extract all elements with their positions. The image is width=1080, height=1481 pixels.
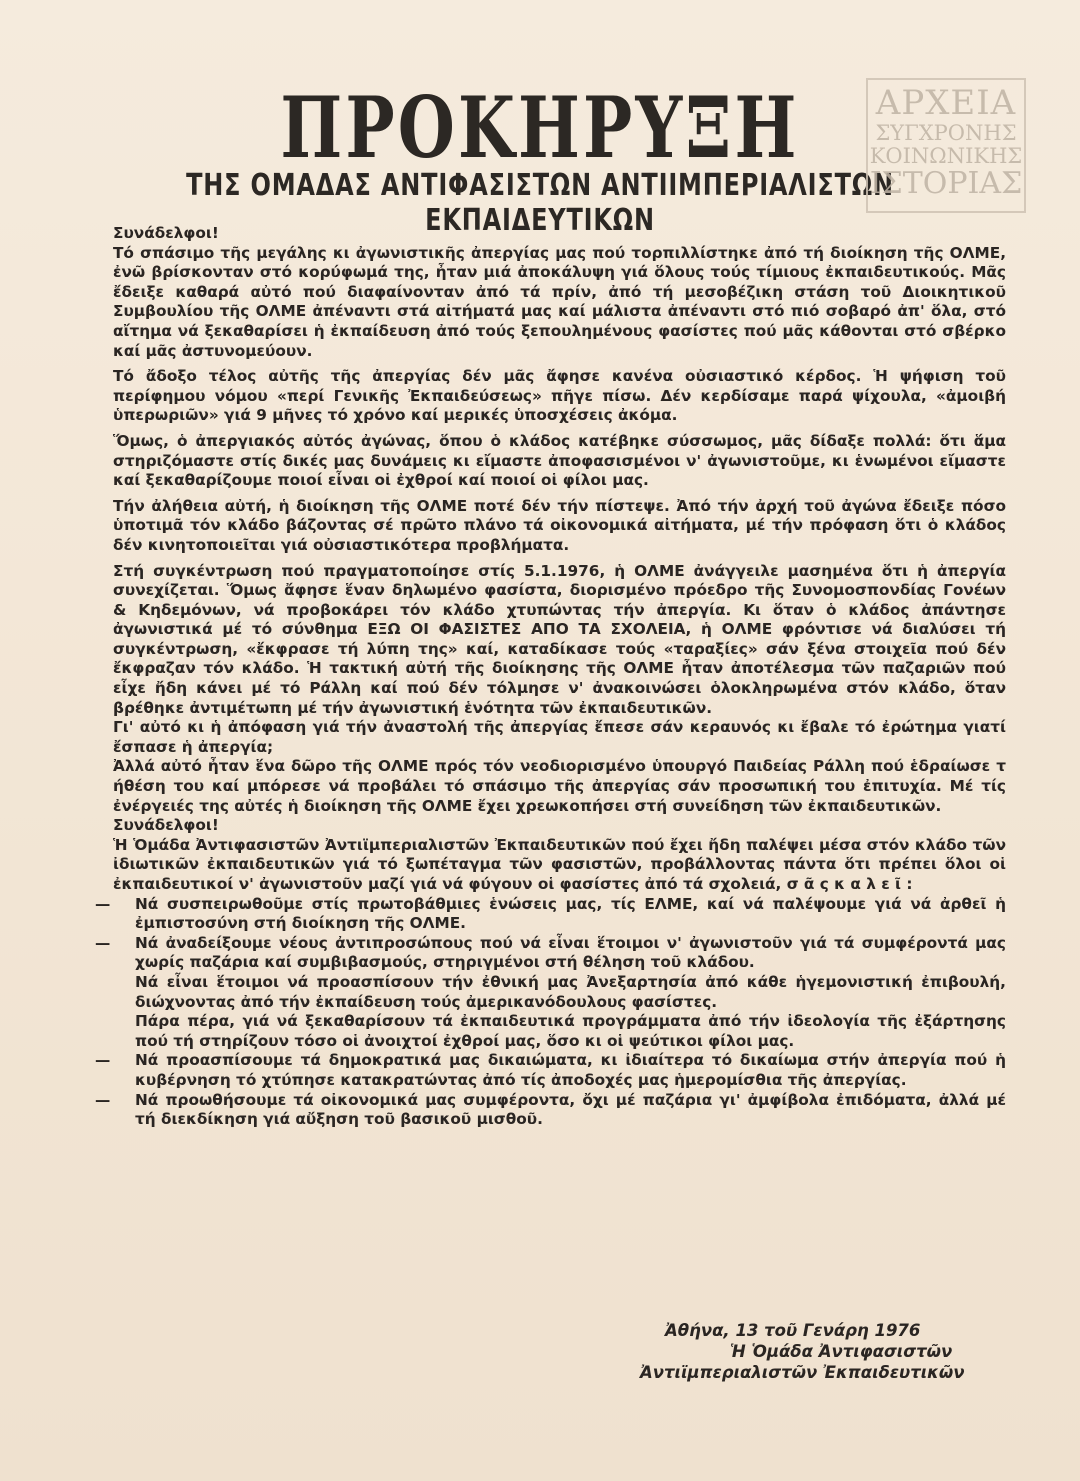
- demand-text-1: Νά συσπειρωθοῦμε στίς πρωτοβάθμιες ἑνώσεις μας, τίς ΕΛΜΕ, καί νά παλέψουμε γιά νά ἀρθεῖ ἡ ἐμπιστοσύνη στή διοίκηση τῆς ΟΛΜΕ.: [135, 894, 1006, 933]
- dash-icon: —: [95, 933, 111, 952]
- signature-date: Ἀθήνα, 13 τοῦ Γενάρη 1976: [665, 1321, 921, 1340]
- demand-item-4: [95, 1090, 1006, 1130]
- paragraph-2: Τό ἄδοξο τέλος αὐτῆς τῆς ἀπεργίας δέν μᾶς ἄφησε κανένα οὐσιαστικό κέρδος. Ἡ ψήφιση τοῦ περίφημου νόμου «περί Γενικῆς Ἐκπαιδεύσεως» πῆγε πίσω. Δέν κερδίσαμε παρά ψίχουλα, «ἀμοιβή ὑπερωριῶν» γιά 9 μῆνες τό χρόνο καί μερικές ὑποσχέσεις ἀκόμα.: [113, 367, 1006, 425]
- demand-item-2-sub-1: Νά εἶναι ἕτοιμοι νά προασπίσουν τήν ἐθνική μας Ἀνεξαρτησία ἀπό κάθε ἡγεμονιστική ἐπιβουλή, διώχνοντας ἀπό τήν ἐκπαίδευση τούς ἀμερικανόδουλους φασίστες.: [135, 972, 1006, 1011]
- demand-text-2: Νά ἀναδείξουμε νέους ἀντιπροσώπους πού νά εἶναι ἕτοιμοι ν' ἀγωνιστοῦν γιά τά συμφέροντά μας χωρίς παζάρια καί συμβιβασμούς, στηριγμένοι στή θέληση τοῦ κλάδου.: [135, 933, 1006, 972]
- paragraph-1: Τό σπάσιμο τῆς μεγάλης κι ἀγωνιστικῆς ἀπεργίας μας πού τορπιλλίστηκε ἀπό τή διοίκηση τῆς ΟΛΜΕ, ἐνῶ βρίσκονταν στό κορύφωμά της, ἦταν μιά ἀποκάλυψη γιά ὅλους τούς τίμιους ἐκπαιδευτικούς. Μᾶς ἔδειξε καθαρά αὐτό πού διαφαίνονταν ἀπό τά πρίν, ἀπό τή μεσοβέζικη στάση τοῦ Διοικητικοῦ Συμβουλίου τῆς ΟΛΜΕ ἀπέναντι στά αἰτήματά μας καί μάλιστα ἀπέναντι στό πιό σοβαρό ἀπ' ὅλα, στό αἴτημα νά ξεκαθαρίσει ἡ ἐκπαίδευση ἀπό τούς ξεπουλημένους φασίστες πού μᾶς κάθονται στό σβέρκο καί μᾶς ἀστυνομεύουν.: [113, 243, 1006, 360]
- paragraph-8: Ἡ Ὁμάδα Ἀντιφασιστῶν Ἀντιϊμπεριαλιστῶν Ἐκπαιδευτικῶν πού ἔχει ἤδη παλέψει μέσα στόν κλάδο τῶν ἰδιωτικῶν ἐκπαιδευτικῶν γιά τό ξωπέταγμα τῶν φασιστῶν, προβάλλοντας πάντα ὅτι πρέπει ὅλοι οἱ ἐκπαιδευτικοί ν' ἀγωνιστοῦν μαζί γιά νά φύγουν οἱ φασίστες ἀπό τά σχολειά, σ ᾶ ς κ α λ ε ῖ :: [113, 835, 1006, 893]
- demand-text-4: Νά προωθήσουμε τά οἰκονομικά μας συμφέροντα, ὄχι μέ παζάρια γι' ἀμφίβολα ἐπιδόματα, ἀλλά μέ τή διεκδίκηση γιά αὔξηση τοῦ βασικοῦ μισθοῦ.: [135, 1090, 1006, 1129]
- stamp-line-2: ΣΥΓΧΡΟΝΗΣ: [875, 121, 1017, 145]
- dash-icon: —: [95, 894, 111, 913]
- archive-stamp: [866, 78, 1026, 213]
- dash-icon: —: [95, 1051, 111, 1070]
- paragraph-7: Ἀλλά αὐτό ἦταν ἕνα δῶρο τῆς ΟΛΜΕ πρός τόν νεοδιορισμένο ὑπουργό Παιδείας Ράλλη πού ἑδραίωσε τ ήθέση του καί μπόρεσε νά προβάλει τό σπάσιμο τῆς ἀπεργίας σάν προσωπική του ἐπιτυχία. Μέ τίς ἐνέργειές της αὐτές ἡ διοίκηση τῆς ΟΛΜΕ ἔχει χρεωκοπήσει στή συνείδηση τῶν ἐκπαιδευτικῶν.: [113, 757, 1006, 815]
- paragraph-4: Τήν ἀλήθεια αὐτή, ἡ διοίκηση τῆς ΟΛΜΕ ποτέ δέν τήν πίστεψε. Ἀπό τήν ἀρχή τοῦ ἀγώνα ἔδειξε πόσο ὑποτιμᾶ τόν κλάδο βάζοντας σέ πρῶτο πλάνο τά οἰκονομικά αἰτήματα, μέ τήν πρόφαση ὅτι ὁ κλάδος δέν κινητοποιεῖται γιά οὐσιαστικότερα προβλήματα.: [113, 496, 1006, 554]
- page-title: ΠΡΟΚΗΡΥΞΗ: [280, 78, 800, 177]
- proclamation-body: [95, 224, 1006, 1130]
- salutation-2: Συνάδελφοι!: [113, 816, 219, 835]
- signature-line-2: Ἡ Ὁμάδα Ἀντιφασιστῶν: [730, 1342, 953, 1361]
- signature-block: [640, 1320, 1020, 1383]
- page-subtitle: ΤΗΣ ΟΜΑΔΑΣ ΑΝΤΙΦΑΣΙΣΤΩΝ ΑΝΤΙΙΜΠΕΡΙΑΛΙΣΤΩΝ ΕΚΠΑΙΔΕΥΤΙΚΩΝ: [186, 168, 894, 238]
- signature-line-3: Ἀντιϊμπεριαλιστῶν Ἐκπαιδευτικῶν: [640, 1363, 965, 1382]
- stamp-line-3: ΚΟΙΝΩΝΙΚΗΣ: [869, 144, 1023, 168]
- demand-item-2-sub-2: Πάρα πέρα, γιά νά ξεκαθαρίσουν τά ἐκπαιδευτικά προγράμματα ἀπό τήν ἰδεολογία τῆς ἐξάρτησης πού τή στηρίζουν τόσο οἱ ἀνοιχτοί ἐχθροί μας, ὅσο κι οἱ ψεύτικοι φίλοι μας.: [135, 1012, 1006, 1050]
- demand-item-2: [95, 933, 1006, 973]
- dash-icon: —: [95, 1090, 111, 1109]
- demand-text-3: Νά προασπίσουμε τά δημοκρατικά μας δικαιώματα, κι ἰδιαίτερα τό δικαίωμα στήν ἀπεργία πού ἡ κυβέρνηση τό χτύπησε κατακρατώντας ἀπό τίς ἀποδοχές μας ἡμερομίσθια τῆς ἀπεργίας.: [135, 1051, 1006, 1089]
- demand-item-3: [95, 1051, 1006, 1090]
- paragraph-3: Ὅμως, ὁ ἀπεργιακός αὐτός ἀγώνας, ὅπου ὁ κλάδος κατέβηκε σύσσωμος, μᾶς δίδαξε πολλά: ὅτι ἅμα στηριζόμαστε στίς δικές μας δυνάμεις κι εἴμαστε ἀποφασισμένοι ν' ἀγωνιστοῦμε, κι ἑνωμένοι εἴμαστε καί ξεκαθαρίζουμε ποιοί εἶναι οἱ ἐχθροί καί ποιοί οἱ φίλοι μας.: [113, 431, 1006, 490]
- paragraph-5: Στή συγκέντρωση πού πραγματοποίησε στίς 5.1.1976, ἡ ΟΛΜΕ ἀνάγγειλε μασημένα ὅτι ἡ ἀπεργία συνεχίζεται. Ὅμως ἄφησε ἕναν δηλωμένο φασίστα, διορισμένο πρόεδρο τῆς Συνομοσπονδίας Γονέων & Κηδεμόνων, νά προβοκάρει τόν κλάδο χτυπώντας τήν ἀπεργία. Κι ὅταν ὁ κλάδος ἀπάντησε ἀγωνιστικά μέ τό σύνθημα ΕΞΩ ΟΙ ΦΑΣΙΣΤΕΣ ΑΠΟ ΤΑ ΣΧΟΛΕΙΑ, ἡ ΟΛΜΕ φρόντισε νά διαλύσει τή συγκέντρωση, «ἔκφρασε τή λύπη της» καί, καταδίκασε τούς «ταραξίες» σάν ξένα στοιχεῖα πού δέν ἔκφραζαν τόν κλάδο. Ἡ τακτική αὐτή τῆς διοίκησης τῆς ΟΛΜΕ ἦταν ἀποτέλεσμα τῶν παζαριῶν πού εἶχε ἤδη κάνει μέ τό Ράλλη καί πού δέν τόλμησε ν' ἀνακοινώσει ὁλοκληρωμένα στόν κλάδο, ὅταν βρέθηκε ἀντιμέτωπη μέ τήν ἀγωνιστική ἑνότητα τῶν ἐκπαιδευτικῶν.: [113, 561, 1006, 717]
- salutation: Συνάδελφοι!: [113, 224, 219, 242]
- demand-item-1: [95, 894, 1006, 934]
- stamp-line-1: ΑΡΧΕΙΑ: [875, 83, 1017, 123]
- stamp-line-4: ΙΣΤΟΡΙΑΣ: [869, 166, 1023, 201]
- paragraph-6: Γι' αὐτό κι ἡ ἀπόφαση γιά τήν ἀναστολή τῆς ἀπεργίας ἔπεσε σάν κεραυνός κι ἔβαλε τό ἐρώτημα γιατί ἔσπασε ἡ ἀπεργία;: [113, 718, 1006, 756]
